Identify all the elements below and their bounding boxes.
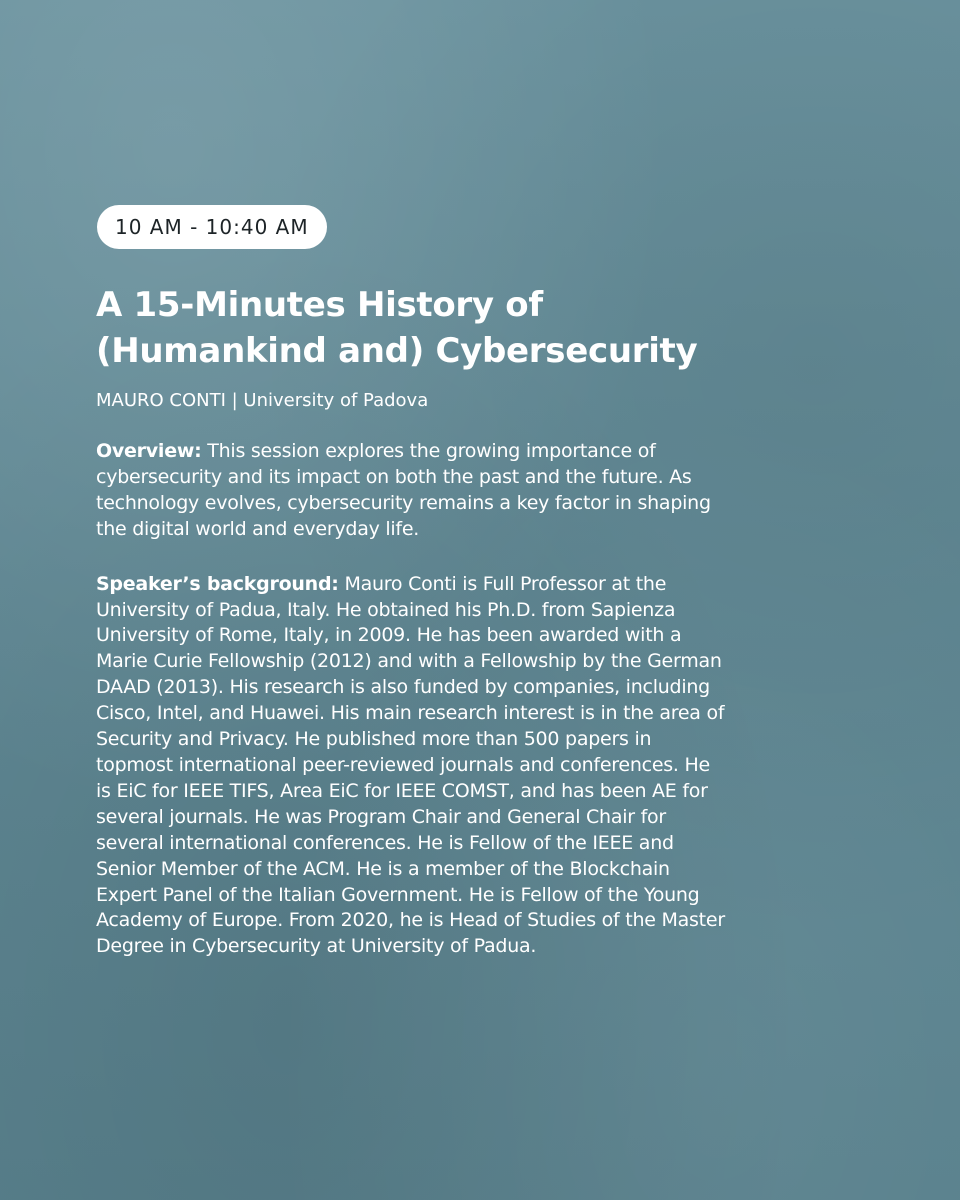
background-line: Senior Member of the ACM. He is a member of the Blockchain <box>96 857 670 880</box>
background-line: topmost international peer-reviewed journals and conferences. He <box>96 753 710 776</box>
background-text: Mauro Conti is Full Professor at the <box>338 572 667 595</box>
title-line: (Humankind and) Cybersecurity <box>96 331 698 371</box>
background-line: University of Padua, Italy. He obtained his Ph.D. from Sapienza <box>96 598 676 621</box>
background-label: Speaker’s background: <box>96 572 339 595</box>
overview-line: the digital world and everyday life. <box>96 517 420 540</box>
background-line: several journals. He was Program Chair and General Chair for <box>96 805 666 828</box>
title-line: A 15-Minutes History of <box>96 285 543 325</box>
overview-text: This session explores the growing importance of <box>201 440 656 462</box>
background-line: Expert Panel of the Italian Government. He is Fellow of the Young <box>96 883 700 906</box>
overview-line-first <box>96 439 876 465</box>
background-line: DAAD (2013). His research is also funded by companies, including <box>96 676 710 699</box>
time-label: 10 AM - 10:40 AM <box>115 215 309 239</box>
background-line: University of Rome, Italy, in 2009. He has been awarded with a <box>96 624 682 647</box>
background-line: Security and Privacy. He published more than 500 papers in <box>96 728 652 751</box>
time-badge <box>97 205 327 249</box>
overview-label: Overview: <box>96 440 202 462</box>
background-line: Degree in Cybersecurity at University of Padua. <box>96 935 537 958</box>
overview-line: cybersecurity and its impact on both the past and the future. As <box>96 465 692 488</box>
background-line: Marie Curie Fellowship (2012) and with a Fellowship by the German <box>96 650 722 673</box>
background-line-first <box>96 572 876 598</box>
background-line: is EiC for IEEE TIFS, Area EiC for IEEE COMST, and has been AE for <box>96 779 708 802</box>
speaker-background-paragraph <box>96 572 876 961</box>
session-title <box>96 282 876 374</box>
overview-paragraph <box>96 439 876 543</box>
background-line: Academy of Europe. From 2020, he is Head of Studies of the Master <box>96 909 725 932</box>
background-line: several international conferences. He is Fellow of the IEEE and <box>96 831 674 854</box>
speaker-affiliation: MAURO CONTI | University of Padova <box>96 390 429 411</box>
session-content <box>96 282 876 960</box>
background-line: Cisco, Intel, and Huawei. His main research interest is in the area of <box>96 702 725 725</box>
overview-line: technology evolves, cybersecurity remains a key factor in shaping <box>96 491 711 514</box>
